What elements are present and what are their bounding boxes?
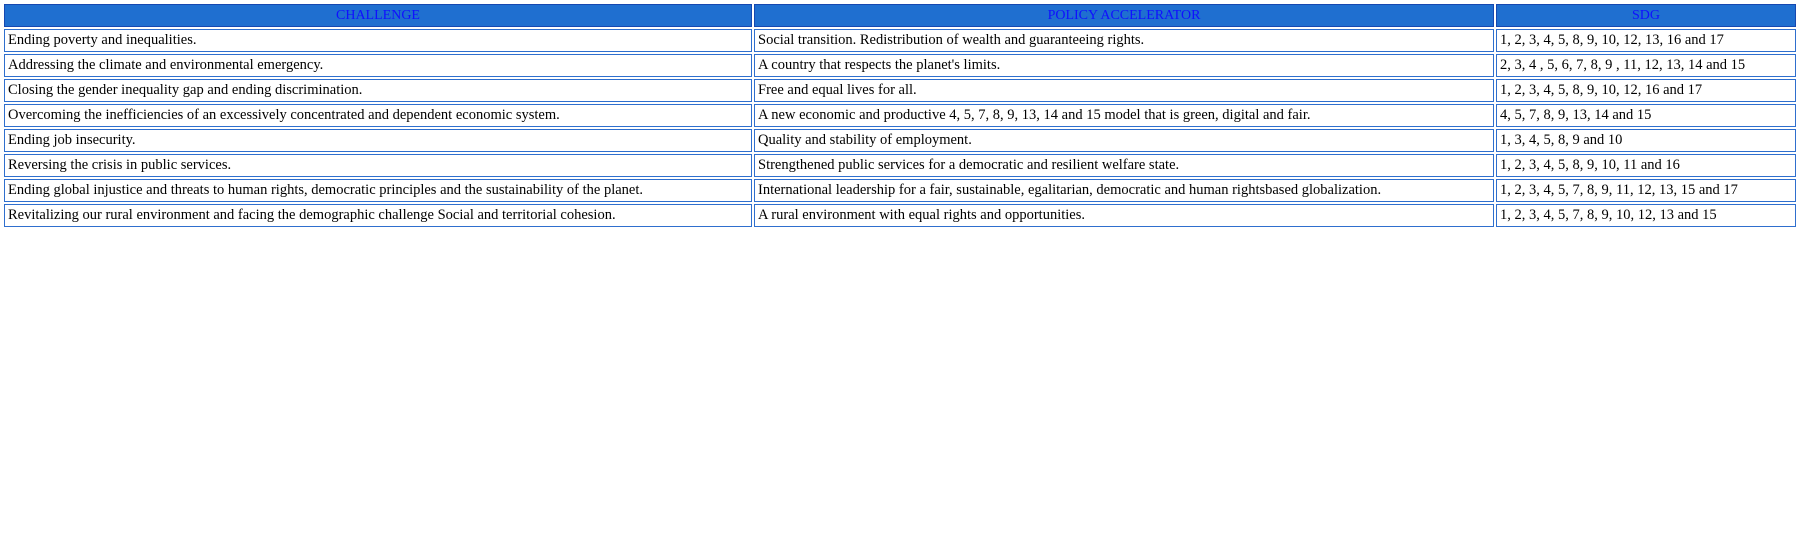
table-row	[4, 179, 1796, 202]
policy-accelerator-cell: Quality and stability of employment.	[754, 129, 1494, 152]
policy-accelerator-cell: Strengthened public services for a democratic and resilient welfare state.	[754, 154, 1494, 177]
sdg-cell: 1, 2, 3, 4, 5, 8, 9, 10, 12, 16 and 17	[1496, 79, 1796, 102]
sdg-table-container	[4, 4, 1800, 227]
policy-accelerator-cell: A country that respects the planet's limits.	[754, 54, 1494, 77]
challenge-cell: Ending poverty and inequalities.	[4, 29, 752, 52]
policy-accelerator-cell: A rural environment with equal rights and opportunities.	[754, 204, 1494, 227]
policy-accelerator-cell: Social transition. Redistribution of wealth and guaranteeing rights.	[754, 29, 1494, 52]
challenge-cell: Ending job insecurity.	[4, 129, 752, 152]
table-row	[4, 29, 1796, 52]
table-row	[4, 79, 1796, 102]
challenge-cell: Overcoming the inefficiencies of an excessively concentrated and dependent economic system.	[4, 104, 752, 127]
sdg-cell: 1, 2, 3, 4, 5, 8, 9, 10, 11 and 16	[1496, 154, 1796, 177]
header-challenge: CHALLENGE	[4, 4, 752, 27]
header-row	[4, 4, 1796, 27]
header-policy-accelerator: POLICY ACCELERATOR	[754, 4, 1494, 27]
table-row	[4, 154, 1796, 177]
challenge-cell: Closing the gender inequality gap and ending discrimination.	[4, 79, 752, 102]
table-row	[4, 54, 1796, 77]
table-row	[4, 129, 1796, 152]
sdg-cell: 1, 2, 3, 4, 5, 7, 8, 9, 11, 12, 13, 15 and 17	[1496, 179, 1796, 202]
sdg-cell: 4, 5, 7, 8, 9, 13, 14 and 15	[1496, 104, 1796, 127]
sdg-table	[2, 2, 1798, 229]
challenge-cell: Revitalizing our rural environment and facing the demographic challenge Social and territorial cohesion.	[4, 204, 752, 227]
policy-accelerator-cell: International leadership for a fair, sustainable, egalitarian, democratic and human rightsbased globalization.	[754, 179, 1494, 202]
header-sdg: SDG	[1496, 4, 1796, 27]
policy-accelerator-cell: A new economic and productive 4, 5, 7, 8, 9, 13, 14 and 15 model that is green, digital and fair.	[754, 104, 1494, 127]
sdg-cell: 1, 2, 3, 4, 5, 8, 9, 10, 12, 13, 16 and 17	[1496, 29, 1796, 52]
sdg-cell: 1, 3, 4, 5, 8, 9 and 10	[1496, 129, 1796, 152]
challenge-cell: Ending global injustice and threats to human rights, democratic principles and the sustainability of the planet.	[4, 179, 752, 202]
sdg-cell: 1, 2, 3, 4, 5, 7, 8, 9, 10, 12, 13 and 15	[1496, 204, 1796, 227]
challenge-cell: Reversing the crisis in public services.	[4, 154, 752, 177]
sdg-cell: 2, 3, 4 , 5, 6, 7, 8, 9 , 11, 12, 13, 14 and 15	[1496, 54, 1796, 77]
challenge-cell: Addressing the climate and environmental emergency.	[4, 54, 752, 77]
table-row	[4, 204, 1796, 227]
policy-accelerator-cell: Free and equal lives for all.	[754, 79, 1494, 102]
table-row	[4, 104, 1796, 127]
